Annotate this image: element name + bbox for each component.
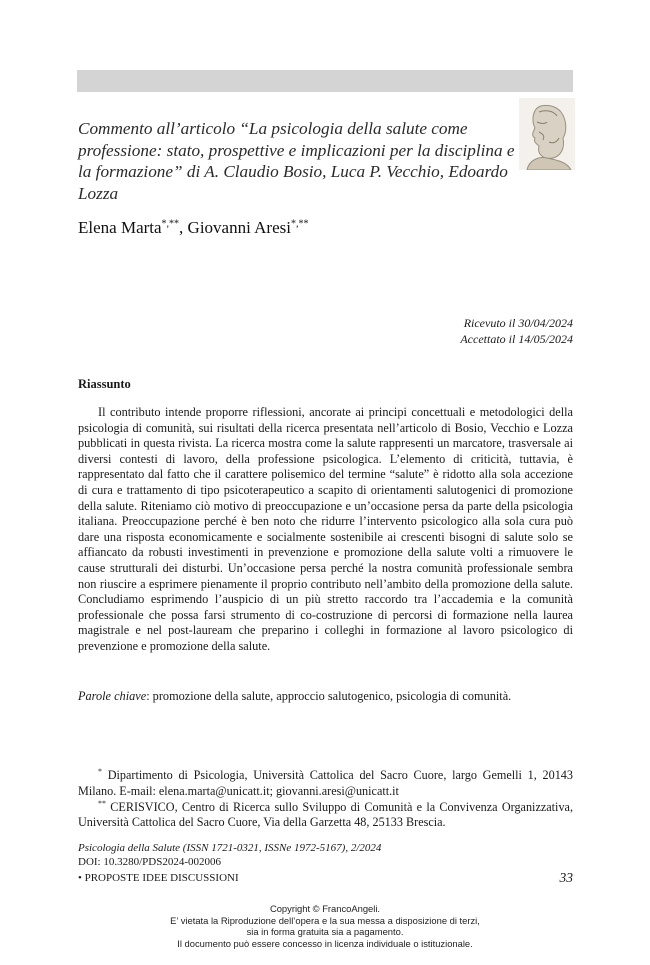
copyright-line: Copyright © FrancoAngeli. <box>269 903 381 914</box>
copyright-line: E’ vietata la Riproduzione dell’opera e la sua messa a disposizione di terzi, <box>170 914 480 926</box>
abstract-text: Il contributo intende proporre riflessioni, ancorate ai principi concettuali e metodologici della psicologia di comunità, sui risultati della ricerca presentata nell’articolo di Bosio, Vecchio e Lozza pubblicati in questa rivista. La ricerca mostra come la salute rappresenti un marcatore, trasversale ai diversi contesti di lavoro, della professione psicologica. L’elemento di criticità, tuttavia, è rappresentato dal fatto che il carattere polisemico del termine “salute” è ridotto alla sola accezione di cura e trattamento di tipo psicoterapeutico a scapito di orientamenti salutogenici di promozione della salute. Riteniamo ciò motivo di preoccupazione e un’occasione persa da parte della psicologia italiana. Preoccupazione perché è ben noto che ridurre l’intervento psicologico alla sola cura può dare una risposta economicamente e socialmente sostenibile ai crescenti bisogni di salute solo se affiancato da robusti investimenti in prevenzione e promozione della salute volti a rimuovere le cause strutturali dei disturbi. Un’occasione persa perché la nostra comunità professionale sembra non riuscire a esprimere pienamente il proprio contributo nell’ambito della promozione della salute. Concludiamo esprimendo l’auspicio di un più stretto raccordo tra l’accademia e la comunità professionale che possa farsi strumento di co-costruzione di percorsi di formazione nella laurea magistrale e nel post-lauream che preparino i colleghi in formazione al lavoro psicologico di prevenzione e promozione della salute. <box>78 405 573 653</box>
author-affiliation-mark: *,** <box>290 218 309 230</box>
doi: DOI: 10.3280/PDS2024-002006 <box>78 855 222 868</box>
journal-info <box>78 842 573 869</box>
keywords-list: : promozione della salute, approccio salutogenico, psicologia di comunità. <box>146 689 512 703</box>
footnote <box>78 768 573 800</box>
header-band <box>77 70 573 92</box>
author-separator: , <box>179 218 188 237</box>
copyright-line: sia in forma gratuita sia a pagamento. <box>246 926 404 938</box>
footnotes <box>78 768 573 831</box>
footnote-text: CERISVICO, Centro di Ricerca sullo Sviluppo di Comunità e la Convivenza Organizzativa, Università Cattolica del Sacro Cuore, Via della Garzetta 48, 25133 Brescia. <box>78 799 573 830</box>
copyright-line: Il documento può essere concesso in licenza individuale o istituzionale. <box>177 937 473 949</box>
author-affiliation-mark: *,** <box>161 218 180 230</box>
page-number: 33 <box>559 870 573 885</box>
footnote-mark: * <box>98 766 102 776</box>
author-name: Elena Marta <box>78 218 162 237</box>
keywords-line <box>78 689 573 705</box>
journal-citation: Psicologia della Salute (ISSN 1721-0321, ISSNe 1972-5167), 2/2024 <box>78 842 382 854</box>
accepted-date: Accettato il 14/05/2024 <box>460 331 573 346</box>
article-title: Commento all’articolo “La psicologia della salute come professione: stato, prospettive e implicazioni per la disciplina e la formazione” di A. Claudio Bosio, Luca P. Vecchio, Edoardo Lozza <box>78 119 515 203</box>
journal-emblem-portrait-icon <box>519 98 575 170</box>
abstract-heading: Riassunto <box>78 377 131 391</box>
author-line <box>78 218 308 238</box>
footnote-mark: ** <box>98 798 106 808</box>
section-label: • PROPOSTE IDEE DISCUSSIONI <box>78 872 239 884</box>
footnote <box>78 800 573 832</box>
author-name: Giovanni Aresi <box>187 218 291 237</box>
submission-dates <box>460 316 573 347</box>
keywords-label: Parole chiave <box>78 689 147 703</box>
copyright-notice <box>0 903 650 949</box>
received-date: Ricevuto il 30/04/2024 <box>463 316 573 330</box>
footnote-text: Dipartimento di Psicologia, Università Cattolica del Sacro Cuore, largo Gemelli 1, 20143 Milano. E-mail: elena.marta@unicatt.it; giovanni.aresi@unicatt.it <box>78 768 573 798</box>
